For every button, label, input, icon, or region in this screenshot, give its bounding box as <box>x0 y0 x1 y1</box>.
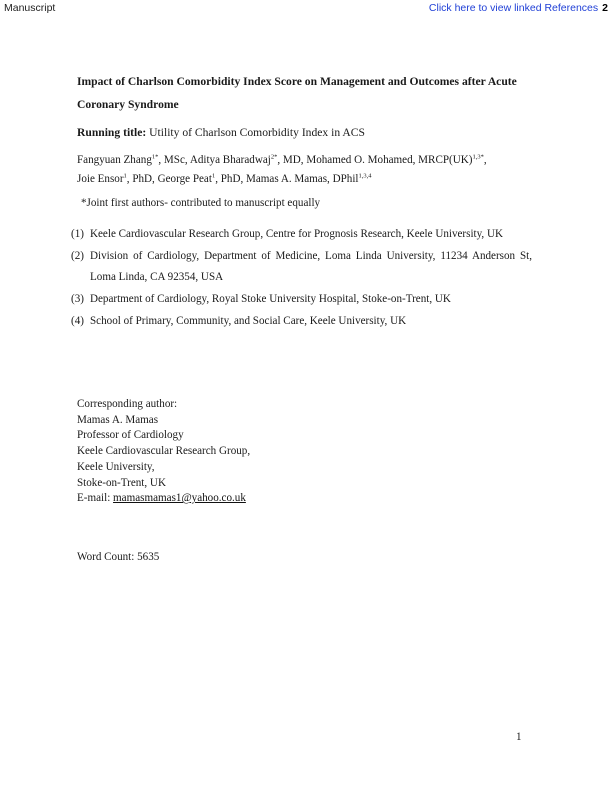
author-name: Fangyuan Zhang <box>77 154 152 166</box>
email-link[interactable]: mamasmamas1@yahoo.co.uk <box>113 492 246 505</box>
affiliation-text: Department of Cardiology, Royal Stoke University Hospital, Stoke-on-Trent, UK <box>90 293 451 305</box>
joint-authors-note: *Joint first authors- contributed to manuscript equally <box>81 197 321 209</box>
affiliation-item <box>71 289 532 310</box>
page-number: 1 <box>516 731 522 743</box>
corresponding-name: Mamas A. Mamas <box>77 413 159 426</box>
affiliation-number: (3) <box>71 293 84 305</box>
author-affiliation-marker: 1,3,4 <box>358 172 372 180</box>
manuscript-label: Manuscript <box>4 2 56 14</box>
author-affiliation-marker: 1 <box>123 172 127 180</box>
author-degree: , PhD, <box>215 173 247 185</box>
email-label: E-mail: <box>77 492 114 505</box>
corresponding-email-line <box>77 491 250 507</box>
affiliation-text: Division of Cardiology, Department of Medicine, Loma Linda University, 11234 Anderson St, Loma Linda, CA 92354, USA <box>90 250 532 283</box>
affiliation-text: School of Primary, Community, and Social Care, Keele University, UK <box>90 315 407 327</box>
author-affiliation-marker: 1 <box>211 172 216 180</box>
corresponding-position: Professor of Cardiology <box>77 429 184 442</box>
author-name: George Peat <box>157 173 212 185</box>
corresponding-university: Keele University, <box>77 460 155 473</box>
author-list <box>77 151 537 189</box>
author-name: Aditya Bharadwaj <box>189 154 271 166</box>
corresponding-city: Stoke-on-Trent, UK <box>77 476 166 489</box>
author-affiliation-marker: 1,3* <box>472 153 484 161</box>
paper-title: Impact of Charlson Comorbidity Index Score on Management and Outcomes after Acute Coronary Syndrome <box>77 75 517 111</box>
author-degree: , PhD, <box>126 173 158 185</box>
corresponding-heading: Corresponding author: <box>77 398 178 410</box>
corresponding-author-block <box>77 397 250 507</box>
running-title <box>77 126 365 139</box>
author-degree: , <box>483 154 487 166</box>
affiliation-number: (1) <box>71 228 84 240</box>
affiliation-item <box>71 311 532 332</box>
running-title-label: Running title: <box>77 126 147 139</box>
author-name: Joie Ensor <box>77 173 124 185</box>
affiliation-list <box>71 224 532 333</box>
affiliation-number: (4) <box>71 315 84 327</box>
author-degree: , MSc, <box>158 154 190 166</box>
linked-references-link[interactable]: Click here to view linked References <box>428 2 599 14</box>
header-page-number: 2 <box>602 2 608 14</box>
running-title-text: Utility of Charlson Comorbidity Index in ACS <box>146 126 365 139</box>
affiliation-item <box>71 224 532 245</box>
author-affiliation-marker: 1* <box>151 153 159 161</box>
author-name: Mohamed O. Mohamed, MRCP(UK) <box>306 154 473 166</box>
author-name: Mamas A. Mamas, DPhil <box>246 173 359 185</box>
corresponding-group: Keele Cardiovascular Research Group, <box>77 445 251 458</box>
author-affiliation-marker: 2* <box>270 153 278 161</box>
word-count: Word Count: 5635 <box>77 551 160 563</box>
author-degree: , MD, <box>277 154 307 166</box>
header-right <box>429 2 608 14</box>
affiliation-text: Keele Cardiovascular Research Group, Centre for Prognosis Research, Keele University, UK <box>90 228 504 240</box>
affiliation-item <box>71 246 532 288</box>
affiliation-number: (2) <box>71 250 84 262</box>
